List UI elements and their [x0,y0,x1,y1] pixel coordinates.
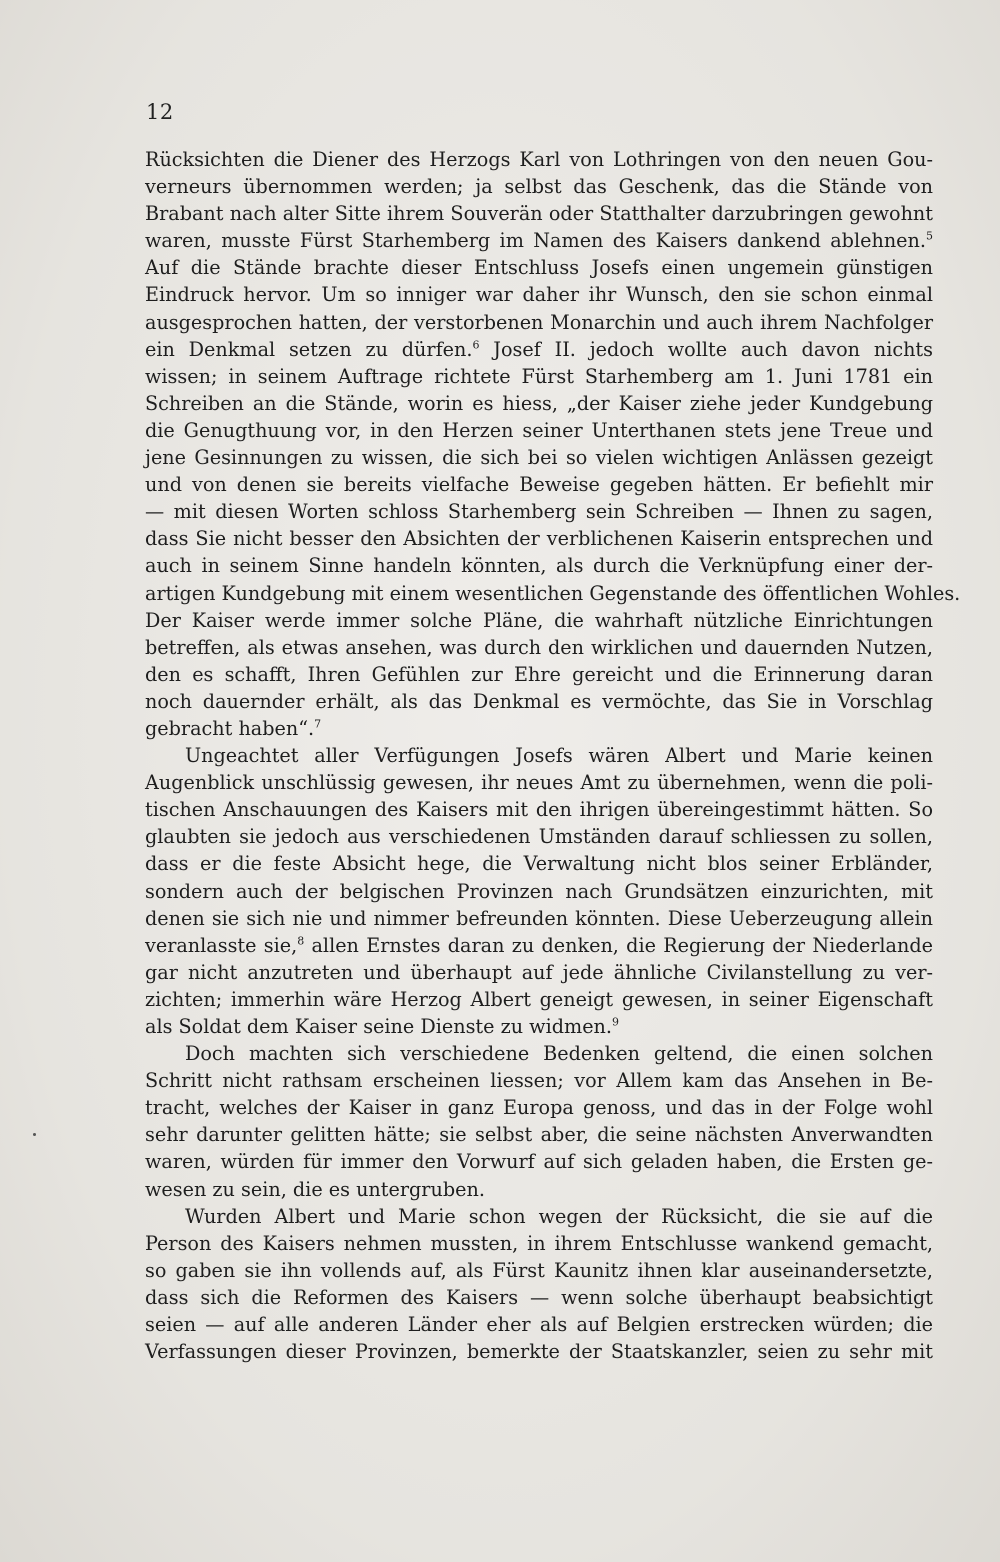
line-text: glaubten sie jedoch aus verschiedenen Umständen darauf schliessen zu sollen, [145,825,933,849]
line-text: Schritt nicht rathsam erscheinen liessen; vor Allem kam das Ansehen in Be- [145,1069,933,1093]
text-line [145,1338,933,1365]
text-line [145,1203,933,1230]
line-text: tracht, welches der Kaiser in ganz Europa genoss, und das in der Folge wohl [145,1096,933,1120]
page-number: 12 [146,100,174,124]
text-line [145,1067,933,1094]
text-line [145,796,933,823]
line-text: sehr darunter gelitten hätte; sie selbst aber, die seine nächsten Anverwandten [145,1123,933,1147]
text-line [145,227,933,254]
line-text: Wurden Albert und Marie schon wegen der Rücksicht, die sie auf die [185,1204,933,1228]
line-text: waren, musste Fürst Starhemberg im Namen des Kaisers dankend ablehnen. [145,229,926,253]
line-text: dass er die feste Absicht hege, die Verwaltung nicht blos seiner Erbländer, [145,852,933,876]
line-text: so gaben sie ihn vollends auf, als Fürst Kaunitz ihnen klar auseinandersetzte, [145,1258,933,1282]
line-text: als Soldat dem Kaiser seine Dienste zu widmen. [145,1015,613,1038]
text-line [145,146,933,173]
footnote-marker: 6 [472,338,480,352]
line-text: Eindruck hervor. Um so inniger war daher ihr Wunsch, den sie schon einmal [145,283,933,307]
text-line [145,1121,933,1148]
line-text: dass sich die Reformen des Kaisers — wenn solche überhaupt beabsichtigt [145,1285,933,1309]
paper-speck [33,1133,36,1136]
line-text: Schreiben an die Stände, worin es hiess, „der Kaiser ziehe jeder Kundgebung [145,391,933,415]
text-line [145,1040,933,1067]
body-text [145,146,961,1365]
text-line [145,1311,933,1338]
line-text: artigen Kundgebung mit einem wesentlichen Gegenstande des öffentlichen Wohles. [145,581,961,605]
text-line [145,444,933,471]
text-line [145,1257,933,1284]
text-line [145,823,933,850]
line-text: waren, würden für immer den Vorwurf auf sich geladen haben, die Ersten ge- [145,1150,933,1174]
line-text: Der Kaiser werde immer solche Pläne, die wahrhaft nützliche Einrichtungen [145,608,933,632]
text-line [145,661,933,688]
line-text: zichten; immerhin wäre Herzog Albert geneigt gewesen, in seiner Eigenschaft [145,987,933,1011]
line-text: wissen; in seinem Auftrage richtete Fürst Starhemberg am 1. Juni 1781 ein [145,364,933,388]
text-line [145,525,933,552]
line-text: Verfassungen dieser Provinzen, bemerkte der Staatskanzler, seien zu sehr mit [145,1340,933,1364]
text-line [145,1148,933,1175]
text-line [145,471,933,498]
line-text: tischen Anschauungen des Kaisers mit den ihrigen übereingestimmt hätten. So [145,798,933,822]
text-line [145,769,933,796]
line-text: betreffen, als etwas ansehen, was durch den wirklichen und dauernden Nutzen, [145,635,933,659]
line-text: auch in seinem Sinne handeln könnten, als durch die Verknüpfung einer der- [145,554,933,578]
text-line [145,742,933,769]
text-line [145,688,933,715]
line-text: — mit diesen Worten schloss Starhemberg sein Schreiben — Ihnen zu sagen, [145,500,933,524]
line-text: wesen zu sein, die es untergruben. [145,1177,485,1201]
text-line [145,850,933,877]
line-text: Augenblick unschlüssig gewesen, ihr neues Amt zu übernehmen, wenn die poli- [145,771,933,795]
line-text: den es schafft, Ihren Gefühlen zur Ehre gereicht und die Erinnerung daran [145,662,933,686]
line-text: die Genugthuung vor, in den Herzen seiner Unterthanen stets jene Treue und [145,418,933,442]
text-line [145,173,933,200]
line-text: Doch machten sich verschiedene Bedenken geltend, die einen solchen [185,1042,933,1066]
line-text: ausgesprochen hatten, der verstorbenen Monarchin und auch ihrem Nachfolger [145,310,933,334]
text-line [145,878,933,905]
text-line [145,309,933,336]
text-line [145,363,933,390]
text-line [145,254,933,281]
text-line [145,1230,933,1257]
text-line [145,498,933,525]
text-line [145,336,933,363]
text-line [145,1094,933,1121]
line-text: veranlasste sie, [145,933,298,957]
line-text-continued: Josef II. jedoch wollte auch davon nichts [479,337,933,361]
line-text: und von denen sie bereits vielfache Beweise gegeben hätten. Er befiehlt mir [145,473,933,497]
text-line [145,959,933,986]
footnote-marker: 9 [612,1015,620,1029]
text-line [145,552,933,579]
line-text-continued: allen Ernstes daran zu denken, die Regierung der Niederlande [304,933,933,957]
line-text: seien — auf alle anderen Länder eher als auf Belgien erstrecken würden; die [145,1313,933,1337]
text-line [145,1013,933,1040]
line-text: Auf die Stände brachte dieser Entschluss Josefs einen ungemein günstigen [145,256,933,280]
line-text: dass Sie nicht besser den Absichten der verblichenen Kaiserin entsprechen und [145,527,933,551]
line-text: gebracht haben“. [145,716,315,740]
text-line [145,607,933,634]
line-text: sondern auch der belgischen Provinzen nach Grundsätzen einzurichten, mit [145,879,933,903]
line-text: gar nicht anzutreten und überhaupt auf jede ähnliche Civilanstellung zu ver- [145,960,933,984]
text-line [145,986,933,1013]
text-line [145,281,933,308]
line-text: jene Gesinnungen zu wissen, die sich bei so vielen wichtigen Anlässen gezeigt [145,446,933,470]
text-line [145,905,933,932]
footnote-marker: 7 [314,717,322,731]
text-line [145,634,933,661]
text-line [145,1176,933,1203]
line-text: Rücksichten die Diener des Herzogs Karl von Lothringen von den neuen Gou- [145,148,933,171]
text-line [145,200,933,227]
line-text: denen sie sich nie und nimmer befreunden könnten. Diese Ueberzeugung allein [145,906,933,930]
line-text: Ungeachtet aller Verfügungen Josefs wären Albert und Marie keinen [185,744,933,768]
footnote-marker: 8 [297,934,305,948]
text-line [145,417,933,444]
text-line [145,932,933,959]
line-text: Brabant nach alter Sitte ihrem Souverän oder Statthalter darzubringen gewohnt [145,202,933,226]
text-line [145,715,933,742]
line-text: Person des Kaisers nehmen mussten, in ihrem Entschlusse wankend gemacht, [145,1231,933,1255]
text-line [145,390,933,417]
text-line [145,1284,933,1311]
footnote-marker: 5 [926,229,933,243]
line-text: noch dauernder erhält, als das Denkmal es vermöchte, das Sie in Vorschlag [145,689,933,713]
line-text: verneurs übernommen werden; ja selbst das Geschenk, das die Stände von [145,175,933,199]
text-line [145,580,961,607]
line-text: ein Denkmal setzen zu dürfen. [145,337,473,361]
